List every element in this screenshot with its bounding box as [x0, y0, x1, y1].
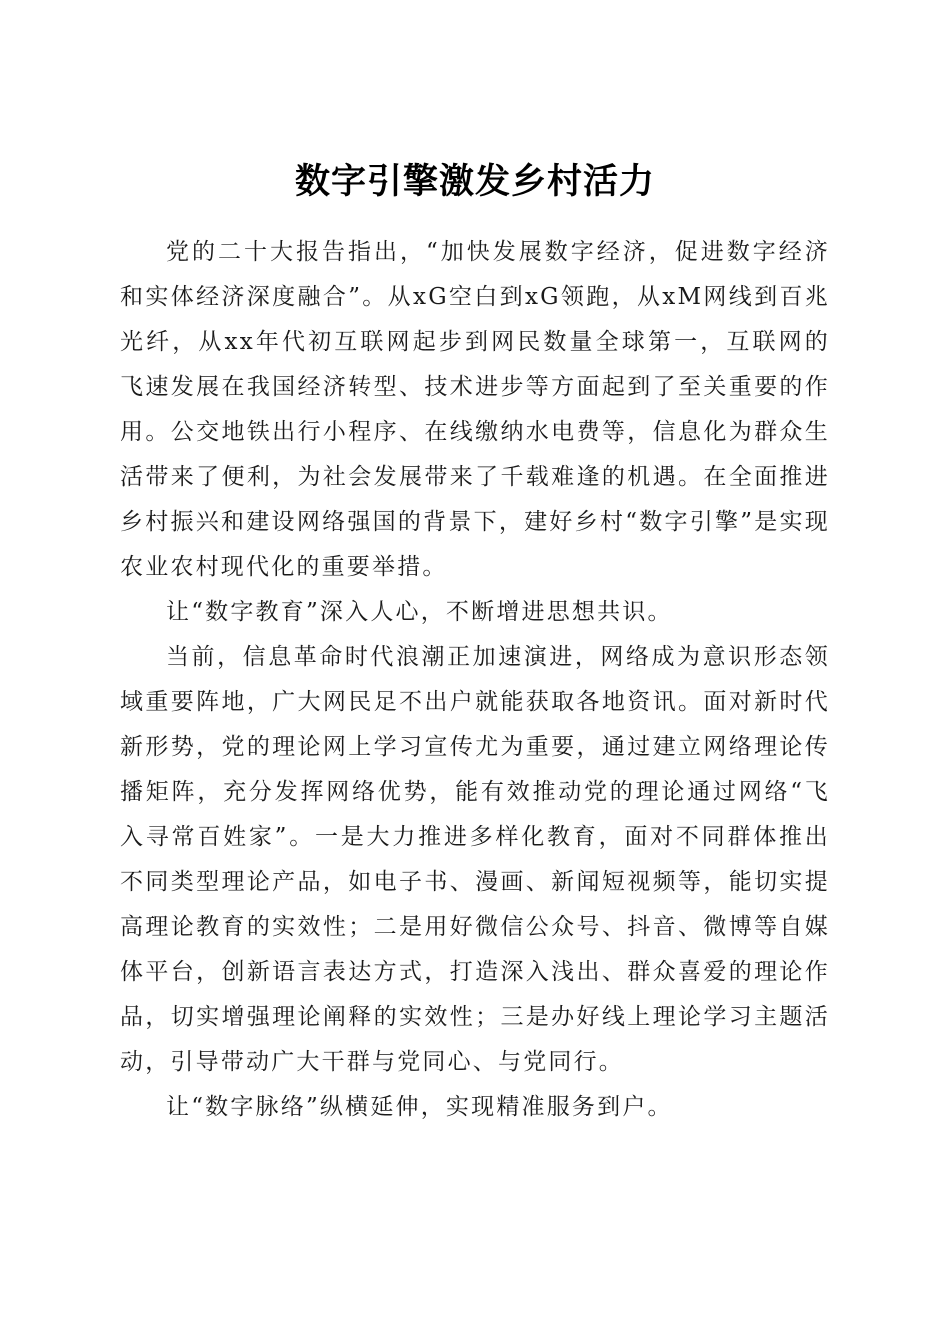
- paragraph-heading-digital-network: 让“数字脉络”纵横延伸，实现精准服务到户。: [166, 1094, 673, 1120]
- paragraph-intro: 党的二十大报告指出，“加快发展数字经济，促进数字经济和实体经济深度融合”。从xG空白到xG领跑，从xM网线到百兆光纤，从xx年代初互联网起步到网民数量全球第一，互联网的飞速发展在我国经济转型、技术进步等方面起到了至关重要的作用。公交地铁出行小程序、在线缴纳水电费等，信息化为群众生活带来了便利，为社会发展带来了千载难逢的机遇。在全面推进乡村振兴和建设网络强国的背景下，建好乡村“数字引擎”是实现农业农村现代化的重要举措。: [120, 239, 830, 580]
- document-title: 数字引擎激发乡村活力: [294, 161, 655, 203]
- paragraph-heading-digital-education: 让“数字教育”深入人心，不断增进思想共识。: [166, 599, 673, 625]
- document-body: [120, 230, 830, 1130]
- paragraph-digital-education: 当前，信息革命时代浪潮正加速演进，网络成为意识形态领域重要阵地，广大网民足不出户就能获取各地资讯。面对新时代新形势，党的理论网上学习宣传尤为重要，通过建立网络理论传播矩阵，充分发挥网络优势，能有效推动党的理论通过网络“飞入寻常百姓家”。一是大力推进多样化教育，面对不同群体推出不同类型理论产品，如电子书、漫画、新闻短视频等，能切实提高理论教育的实效性；二是用好微信公众号、抖音、微博等自媒体平台，创新语言表达方式，打造深入浅出、群众喜爱的理论作品，切实增强理论阐释的实效性；三是办好线上理论学习主题活动，引导带动广大干群与党同心、与党同行。: [120, 644, 830, 1075]
